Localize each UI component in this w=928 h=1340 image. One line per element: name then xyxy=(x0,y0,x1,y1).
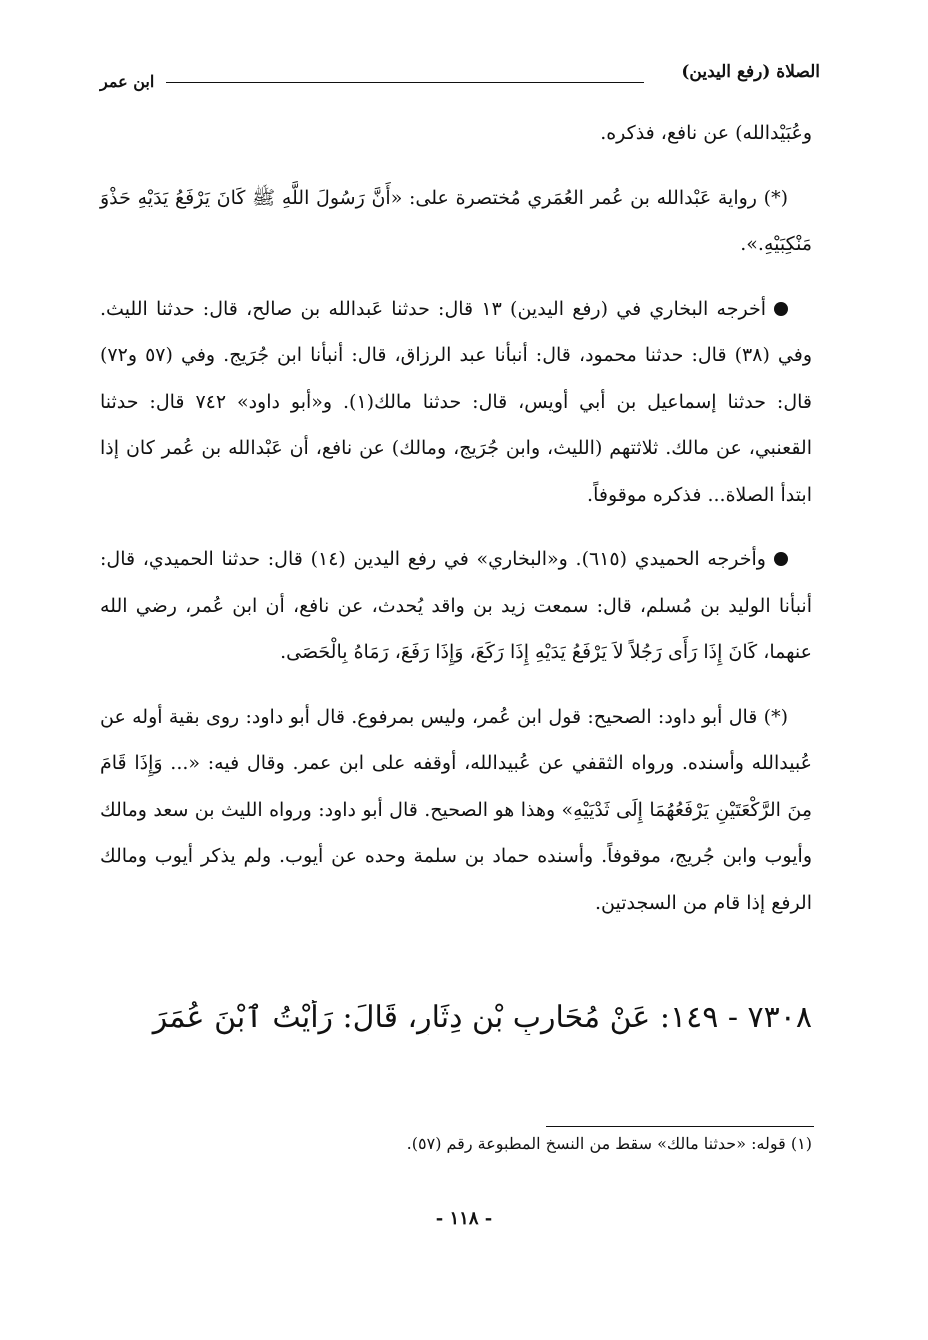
footnote: (١) قوله: «حدثنا مالك» سقط من النسخ المطبوعة رقم (٥٧). xyxy=(406,1134,812,1153)
paragraph-continuation: وعُبَيْدالله) عن نافع، فذكره. xyxy=(600,122,812,144)
paragraph-gap xyxy=(100,676,812,694)
running-header xyxy=(100,62,820,92)
page-number: - ١١٨ - xyxy=(435,1208,493,1229)
hadith-heading: ٧٣٠٨ - ١٤٩: عَنْ مُحَارِبِ بْنِ دِثَارٍ، قَالَ: رَأَيْتُ ٱبْنَ عُمَرَ xyxy=(152,1000,812,1035)
bullet-icon xyxy=(774,552,788,566)
paragraph-gap xyxy=(100,518,812,536)
header-rule xyxy=(166,82,644,83)
paragraph-gap xyxy=(100,268,812,286)
section-title: الصلاة (رفع اليدين) xyxy=(681,62,820,82)
paragraph-gap xyxy=(100,157,812,175)
main-text xyxy=(100,110,812,926)
bullet-icon xyxy=(774,302,788,316)
paragraph-note-2: (*) قال أبو داود: الصحيح: قول ابن عُمر، وليس بمرفوع. قال أبو داود: روى بقية أوله عن عُبيدالله وأسنده. ورواه الثقفي عن عُبيدالله، أوقفه على ابن عمر. وقال فيه: «... وَإِذَا قَامَ مِنَ الرَّكْعَتَيْنِ يَرْفَعُهُمَا إِلَى ثَدْيَيْهِ» وهذا هو الصحيح. قال أبو داود: ورواه الليث بن سعد ومالك وأيوب وابن جُريج، موقوفاً. وأسنده حماد بن سلمة وحده عن أيوب. ولم يذكر أيوب ومالك الرفع إذا قام من السجدتين. xyxy=(100,705,812,914)
paragraph-takhrij-text: أخرجه البخاري في (رفع اليدين) ١٣ قال: حدثنا عَبدالله بن صالح، قال: حدثنا الليث. وفي (٣٨) قال: حدثنا محمود، قال: أنبأنا عبد الرزاق، قال: أنبأنا ابن جُرَيج. وفي (٥٧ و٧٢) قال: حدثنا إسماعيل بن أبي أويس، قال: حدثنا مالك(١). و«أبو داود» ٧٤٢ قال: حدثنا القعنبي، عن مالك. ثلاثتهم (الليث، وابن جُرَيج، ومالك) عن نافع، أن عَبْدالله بن عُمر كان إذا ابتدأ الصلاة... فذكره موقوفاً. xyxy=(100,297,813,506)
paragraph-takhrij xyxy=(100,286,812,519)
paragraph-takhrij-2 xyxy=(100,536,812,676)
narrator-name: ابن عمر xyxy=(100,72,155,91)
footnote-rule xyxy=(546,1126,814,1127)
paragraph-takhrij-2-text: وأخرجه الحميدي (٦١٥). و«البخاري» في رفع اليدين (١٤) قال: حدثنا الحميدي، قال: أنبأنا الوليد بن مُسلم، قال: سمعت زيد بن واقد يُحدث، عن نافع، أن ابن عُمر، رضي الله عنهما، كَانَ إِذَا رَأَى رَجُلاً لاَ يَرْفَعُ يَدَيْهِ إِذَا رَكَعَ، وَإِذَا رَفَعَ، رَمَاهُ بِالْحَصَى. xyxy=(100,548,812,663)
paragraph-note: (*) رواية عَبْدالله بن عُمر العُمَري مُختصرة على: «أَنَّ رَسُولَ اللَّهِ ﷺ كَانَ يَرْفَعُ يَدَيْهِ حَذْوَ مَنْكِبَيْهِ.». xyxy=(100,186,812,255)
